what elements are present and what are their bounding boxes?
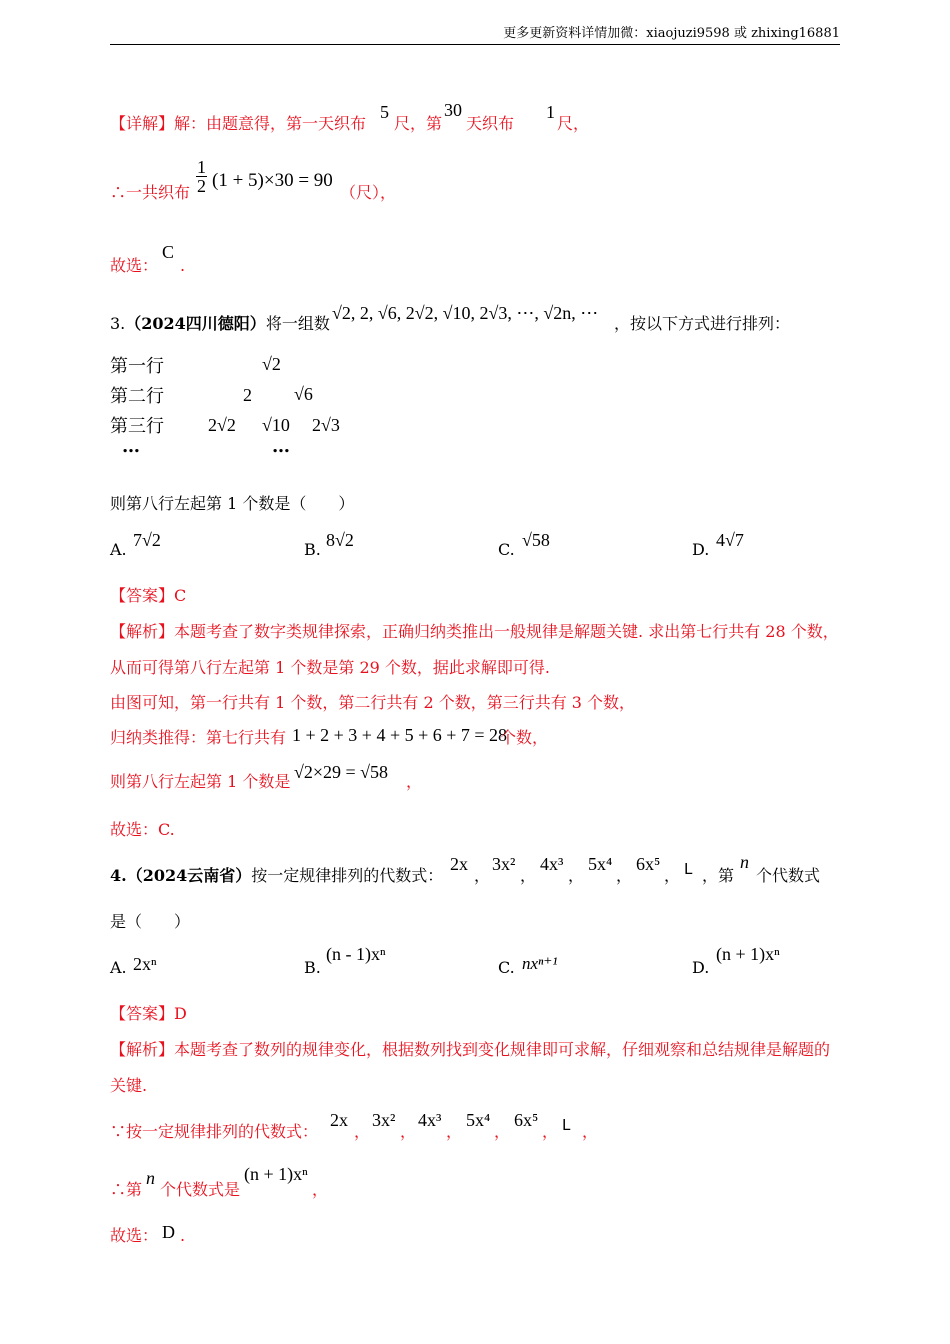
q3-analysis-text-1: 本题考查了数字类规律探索，正确归纳类推出一般规律是解题关键. 求出第七行共有 28 个数， — [174, 622, 839, 641]
q4-comma-5: ， — [664, 866, 681, 885]
q4-because-comma-3: ， — [446, 1122, 463, 1141]
chi-label-2: 尺， — [557, 114, 590, 133]
row3-item-3: 2√3 — [312, 415, 340, 435]
q4-because-end: ， — [582, 1122, 599, 1141]
detail-text-b: 天织布 — [466, 114, 515, 133]
q3-analysis-line-5c: ， — [406, 772, 423, 791]
q3-sequence: √2, 2, √6, 2√2, √10, 2√3, ⋯, √2n, ⋯ — [332, 303, 599, 323]
q4-analysis-tag: 【解析】 — [110, 1040, 175, 1059]
q3-analysis-line-5a: 则第八行左起第 1 个数是 — [110, 772, 291, 791]
q4-ellipsis: L — [684, 860, 693, 878]
q4-option-d-value[interactable]: (n + 1)xⁿ — [716, 944, 780, 964]
q4-comma-1: ， — [474, 866, 491, 885]
row-label-3: 第三行 — [110, 416, 164, 437]
q4-answer: 【答案】D — [110, 1004, 187, 1023]
q3-option-d-label[interactable]: D. — [692, 540, 710, 559]
row-label-1: 第一行 — [110, 356, 164, 377]
q3-option-b-value[interactable]: 8√2 — [326, 530, 354, 550]
q3-option-b-label[interactable]: B. — [304, 540, 321, 559]
q4-term-3: 4x³ — [540, 854, 564, 874]
q4-comma-3: ， — [568, 866, 585, 885]
q3-analysis-line-1 — [110, 622, 839, 641]
q4-because-comma-5: ， — [542, 1122, 559, 1141]
q4-analysis-line-2: 关键. — [110, 1076, 148, 1095]
q4-stem-c: 个代数式 — [756, 866, 821, 885]
dots-left: … — [122, 436, 140, 457]
q4-option-c-label[interactable]: C. — [498, 958, 515, 977]
q4-option-a-label[interactable]: A. — [110, 958, 127, 977]
q3-analysis-line-3: 由图可知，第一行共有 1 个数，第二行共有 2 个数，第三行共有 3 个数， — [110, 693, 636, 712]
q4-option-b-value[interactable]: (n - 1)xⁿ — [326, 944, 386, 964]
q4-number: 4. — [110, 866, 127, 885]
q4-analysis-text-1: 本题考查了数列的规律变化，根据数列找到变化规律即可求解，仔细观察和总结规律是解题的 — [174, 1040, 831, 1059]
q4-because-comma-4: ， — [494, 1122, 511, 1141]
therefore-line: ∴一共织布 — [110, 183, 191, 202]
q3-source: （2024四川德阳） — [125, 314, 266, 333]
q4-option-a-value[interactable]: 2xⁿ — [133, 954, 157, 974]
row3-item-2: √10 — [262, 415, 290, 435]
q2-detail-line — [110, 114, 366, 133]
row1-item-1: √2 — [262, 354, 281, 374]
q4-comma-2: ， — [520, 866, 537, 885]
q4-stem — [110, 866, 443, 885]
q3-question: 则第八行左起第 1 个数是（ ） — [110, 494, 355, 513]
value-five: 5 — [380, 102, 389, 122]
q3-option-c-label[interactable]: C. — [498, 540, 515, 559]
q3-number: 3. — [110, 314, 126, 333]
q3-analysis-line-4a: 归纳类推得：第七行共有 — [110, 728, 287, 747]
q3-option-c-value[interactable]: √58 — [522, 530, 550, 550]
frac-den: 2 — [197, 176, 206, 196]
q3-analysis-line-4c: 个数， — [500, 728, 549, 747]
q4-because-comma-1: ， — [354, 1122, 371, 1141]
unit-label: （尺）， — [340, 183, 397, 202]
q4-option-c-value[interactable]: nxⁿ⁺¹ — [522, 954, 558, 973]
q4-because-term-1: 2x — [330, 1110, 348, 1130]
q3-analysis-tag: 【解析】 — [110, 622, 175, 641]
value-one: 1 — [546, 102, 555, 122]
q4-n: n — [740, 852, 749, 872]
q4-therefore-b: 个代数式是 — [160, 1180, 241, 1199]
q4-source: （2024云南省） — [126, 866, 252, 885]
header-divider — [110, 44, 840, 45]
q4-stem-b: ，第 — [702, 866, 735, 885]
dots-middle: … — [272, 436, 290, 457]
header-text: 更多更新资料详情加微：xiaojuzi9598 或 zhixing16881 — [503, 26, 840, 41]
q3-answer: 【答案】C — [110, 586, 187, 605]
q4-therefore-n: n — [146, 1168, 155, 1188]
detail-text-a: 解：由题意得，第一天织布 — [174, 114, 367, 133]
q4-term-1: 2x — [450, 854, 468, 874]
choice-value: C — [162, 242, 175, 262]
q3-stem-a: 将一组数 — [265, 314, 330, 333]
q4-choice-period: . — [180, 1226, 186, 1245]
q4-term-2: 3x² — [492, 854, 516, 874]
q4-because-term-3: 4x³ — [418, 1110, 442, 1130]
row2-item-1: 2 — [243, 385, 252, 405]
value-thirty: 30 — [444, 100, 462, 120]
q4-result-comma: ， — [312, 1180, 329, 1199]
choice-period: . — [180, 256, 186, 275]
q4-because-ellipsis: L — [562, 1116, 571, 1134]
q3-analysis-root: √2×29 = √58 — [294, 762, 389, 782]
q4-stem-a: 按一定规律排列的代数式： — [251, 866, 444, 885]
q4-therefore-a: ∴第 — [110, 1180, 143, 1199]
q3-option-a-label[interactable]: A. — [110, 540, 127, 559]
q4-option-b-label[interactable]: B. — [304, 958, 321, 977]
chi-label-1: 尺，第 — [394, 114, 443, 133]
q3-option-d-value[interactable]: 4√7 — [716, 530, 744, 550]
q3-option-a-value[interactable]: 7√2 — [133, 530, 161, 550]
fraction-half — [196, 158, 207, 195]
sum-expression: (1 + 5)×30 = 90 — [212, 170, 333, 191]
q4-term-4: 5x⁴ — [588, 854, 613, 874]
q4-because-term-5: 6x⁵ — [514, 1110, 539, 1130]
q4-result: (n + 1)xⁿ — [244, 1164, 308, 1184]
q4-because-term-4: 5x⁴ — [466, 1110, 491, 1130]
q4-option-d-label[interactable]: D. — [692, 958, 710, 977]
q4-choose: 故选： — [110, 1226, 159, 1245]
q4-term-5: 6x⁵ — [636, 854, 661, 874]
row2-item-2: √6 — [294, 384, 313, 404]
q4-comma-4: ， — [616, 866, 633, 885]
row-label-2: 第二行 — [110, 386, 164, 407]
q4-because-term-2: 3x² — [372, 1110, 396, 1130]
frac-num: 1 — [197, 157, 206, 177]
row3-item-1: 2√2 — [208, 415, 236, 435]
q3-stem-b: ，按以下方式进行排列： — [614, 314, 791, 333]
q3-analysis-sum: 1 + 2 + 3 + 4 + 5 + 6 + 7 = 28 — [292, 725, 508, 745]
q4-because: ∵按一定规律排列的代数式： — [110, 1122, 319, 1141]
q4-stem-d: 是（ ） — [110, 912, 191, 931]
q4-analysis-line-1 — [110, 1040, 830, 1059]
q3-analysis-line-2: 从而可得第八行左起第 1 个数是第 29 个数，据此求解即可得. — [110, 658, 550, 677]
q4-choice: D — [162, 1222, 175, 1242]
detail-tag: 【详解】 — [110, 114, 175, 133]
q3-choose: 故选：C. — [110, 820, 175, 839]
q3-stem — [110, 314, 330, 333]
choose-label: 故选： — [110, 256, 159, 275]
q4-because-comma-2: ， — [400, 1122, 417, 1141]
